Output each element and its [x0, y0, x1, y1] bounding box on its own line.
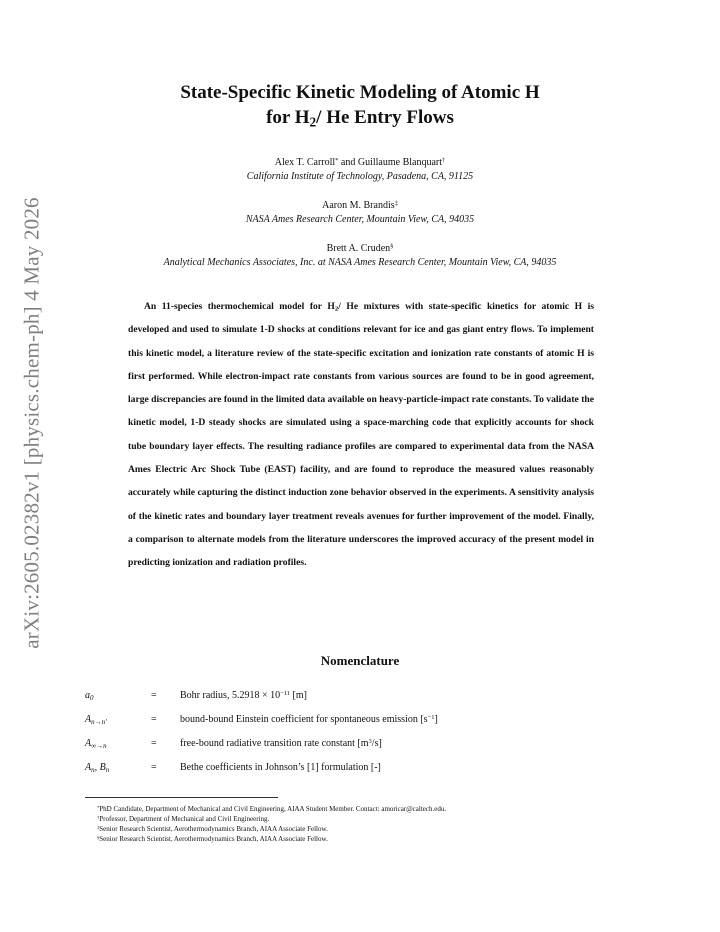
author-names: Aaron M. Brandis‡: [322, 200, 398, 211]
nomenclature-symbol: $A_n$, $B_n$: [85, 762, 110, 774]
nomenclature-equals: =: [151, 762, 157, 773]
footnote: †Professor, Department of Mechanical and Civil Engineering.: [97, 814, 270, 823]
nomenclature-definition: bound-bound Einstein coefficient for spontaneous emission $[s^{-1}]$: [180, 714, 438, 725]
nomenclature-definition: Bethe coefficients in Johnson’s [1] formulation [-]: [180, 762, 381, 773]
footnote: ‡Senior Research Scientist, Aerothermodynamics Branch, AIAA Associate Fellow.: [97, 824, 328, 833]
paper-title: [0, 80, 720, 130]
footnote: §Senior Research Scientist, Aerothermodynamics Branch, AIAA Associate Fellow.: [97, 834, 328, 843]
title-line-1: State-Specific Kinetic Modeling of Atomic H: [180, 82, 540, 103]
author-affiliation: Analytical Mechanics Associates, Inc. at NASA Ames Research Center, Mountain View, CA, 94035: [163, 257, 557, 268]
abstract: An 11-species thermochemical model for $H_2/$ He mixtures with state-specific kinetics for atomic H is developed and used to simulate 1-D shocks at conditions relevant for ice and gas giant entry flows. To implement this kinetic model, a literature review of the state-specific excitation and ionization rate constants of atomic H is first performed. While electron-impact rate constants from various sources are found to be in good agreement, large discrepancies are found in the limited data available on heavy-particle-impact rate constants. To validate the kinetic model, 1-D steady shocks are simulated using a space-marching code that explicitly accounts for shock tube boundary layer effects. The resulting radiance profiles are compared to experimental data from the NASA Ames Electric Arc Shock Tube (EAST) facility, and are found to reproduce the measured values reasonably accurately while capturing the distinct induction zone behavior observed in the experiments. A sensitivity analysis of the kinetic rates and boundary layer treatment reveals avenues for further improvement of the model. Finally, a comparison to alternate models from the literature underscores the improved accuracy of the present model in predicting ionization and radiation profiles.: [128, 301, 594, 569]
arxiv-identifier-stamp: arXiv:2605.02382v1 [physics.chem-ph] 4 May 2026: [19, 197, 44, 649]
nomenclature-heading: Nomenclature: [320, 653, 400, 668]
nomenclature-equals: =: [151, 714, 157, 725]
author-group-1: [0, 156, 720, 184]
title-line-2: for $H_2/$ He Entry Flows: [266, 107, 454, 130]
nomenclature-symbol: $A_{n\to n'}$: [85, 714, 107, 726]
nomenclature-entry: [85, 714, 645, 730]
footnote: *PhD Candidate, Department of Mechanical and Civil Engineering, AIAA Student Member. Contact: amoricar@caltech.edu.: [97, 804, 447, 813]
nomenclature-entry: [85, 738, 645, 754]
footnote-divider: [85, 797, 278, 798]
author-group-2: [0, 199, 720, 227]
nomenclature-definition: free-bound radiative transition rate constant $[m^3/s]$: [180, 738, 382, 749]
author-names: Alex T. Carroll* and Guillaume Blanquart†: [274, 157, 446, 168]
author-group-3: [0, 242, 720, 270]
nomenclature-equals: =: [151, 738, 157, 749]
author-affiliation: NASA Ames Research Center, Mountain View, CA, 94035: [245, 214, 475, 225]
author-names: Brett A. Cruden§: [326, 243, 394, 254]
author-affiliation: California Institute of Technology, Pasadena, CA, 91125: [246, 171, 474, 182]
nomenclature-entry: [85, 690, 645, 706]
nomenclature-definition: Bohr radius, $5.2918 \times 10^{-11}$ [m]: [180, 690, 307, 701]
nomenclature-entry: [85, 762, 645, 778]
nomenclature-symbol: $A_{\infty\to n}$: [85, 738, 107, 750]
nomenclature-equals: =: [151, 690, 157, 701]
nomenclature-symbol: $a_0$: [85, 690, 94, 702]
